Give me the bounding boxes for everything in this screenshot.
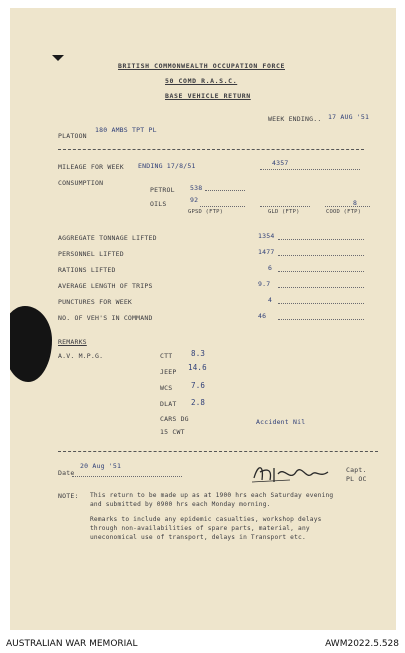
doc-title-line2: 50 COMD R.A.S.C. <box>165 77 238 85</box>
petrol-value: 538 <box>190 184 203 192</box>
signoff-rank: Capt. <box>346 466 367 474</box>
stat-label: RATIONS LIFTED <box>58 266 116 274</box>
stat-dotline <box>278 271 364 272</box>
remarks-divider <box>58 451 378 452</box>
note-label: NOTE: <box>58 492 79 500</box>
mpg-label: A.V. M.P.G. <box>58 352 104 360</box>
remark-label: WCS <box>160 384 173 392</box>
remark-value: 14.6 <box>188 363 207 372</box>
note-line: and submitted by 0900 hrs each Monday morning. <box>90 501 271 508</box>
accident-note: Accident Nil <box>256 418 306 426</box>
mileage-ending: ENDING 17/8/51 <box>138 162 196 170</box>
note-line: through non-availabilities of spare parts, material, any <box>90 525 310 532</box>
remark-label: DLAT <box>160 400 177 408</box>
stat-value: 6 <box>268 264 273 272</box>
oils-label: OILS <box>150 200 167 208</box>
remark-label: CARS DG <box>160 415 189 423</box>
doc-title-line1: BRITISH COMMONWEALTH OCCUPATION FORCE <box>118 62 285 70</box>
stat-label: AVERAGE LENGTH OF TRIPS <box>58 282 153 290</box>
signature <box>250 460 340 486</box>
archive-footer <box>0 636 405 653</box>
mileage-value: 4357 <box>272 159 289 167</box>
note-line: uneconomical use of transport, delays in Transport etc. <box>90 534 306 541</box>
stat-dotline <box>278 239 364 240</box>
oils-value: 92 <box>190 196 199 204</box>
platoon-value: 180 AMBS TPT PL <box>95 126 157 134</box>
stat-value: 46 <box>258 312 267 320</box>
week-ending-value: 17 AUG '51 <box>328 113 370 121</box>
mileage-dotline <box>260 169 360 170</box>
stat-label: PUNCTURES FOR WEEK <box>58 298 133 306</box>
ink-stain <box>10 306 52 382</box>
third-value: 8 <box>353 199 358 207</box>
petrol-label: PETROL <box>150 186 175 194</box>
stat-value: 9.7 <box>258 280 271 288</box>
unit-gld: GLD (FTP) <box>268 209 300 215</box>
platoon-label: PLATOON <box>58 132 87 140</box>
date-value: 20 Aug '51 <box>80 462 122 470</box>
stat-dotline <box>278 319 364 320</box>
document-sheet <box>10 8 396 630</box>
oils-dotline <box>200 206 245 207</box>
remark-value: 2.8 <box>191 398 206 407</box>
stat-value: 1477 <box>258 248 275 256</box>
unit-gpsd: GPSD (FTP) <box>188 209 224 215</box>
consumption-label: CONSUMPTION <box>58 179 104 187</box>
remark-value: 7.6 <box>191 381 206 390</box>
note-line: Remarks to include any epidemic casualties, workshop delays <box>90 516 322 523</box>
punch-mark <box>52 55 64 61</box>
stat-dotline <box>278 287 364 288</box>
unit-cood: COOD (FTP) <box>326 209 362 215</box>
signoff-unit: PL OC <box>346 475 367 483</box>
remarks-heading: REMARKS <box>58 338 87 346</box>
remark-label: 15 CWT <box>160 428 185 436</box>
remark-label: CTT <box>160 352 173 360</box>
mileage-label: MILEAGE FOR WEEK <box>58 163 124 171</box>
footer-accession: AWM2022.5.528 <box>325 639 399 649</box>
stat-label: AGGREGATE TONNAGE LIFTED <box>58 234 157 242</box>
footer-source: AUSTRALIAN WAR MEMORIAL <box>6 639 138 649</box>
note-line: This return to be made up as at 1900 hrs each Saturday evening <box>90 492 334 499</box>
cood-dotline <box>325 206 370 207</box>
remark-value: 8.3 <box>191 349 206 358</box>
stat-value: 1354 <box>258 232 275 240</box>
stat-dotline <box>278 255 364 256</box>
doc-title-line3: BASE VEHICLE RETURN <box>165 92 251 100</box>
date-label: Date <box>58 469 75 477</box>
week-ending-label: WEEK ENDING.. <box>268 115 322 123</box>
stat-label: NO. OF VEH'S IN COMMAND <box>58 314 153 322</box>
date-dotline <box>72 476 182 477</box>
remark-label: JEEP <box>160 368 177 376</box>
stat-value: 4 <box>268 296 273 304</box>
stat-label: PERSONNEL LIFTED <box>58 250 124 258</box>
petrol-dotline <box>205 190 245 191</box>
header-divider <box>58 149 364 150</box>
stat-dotline <box>278 303 364 304</box>
gld-dotline <box>260 206 310 207</box>
